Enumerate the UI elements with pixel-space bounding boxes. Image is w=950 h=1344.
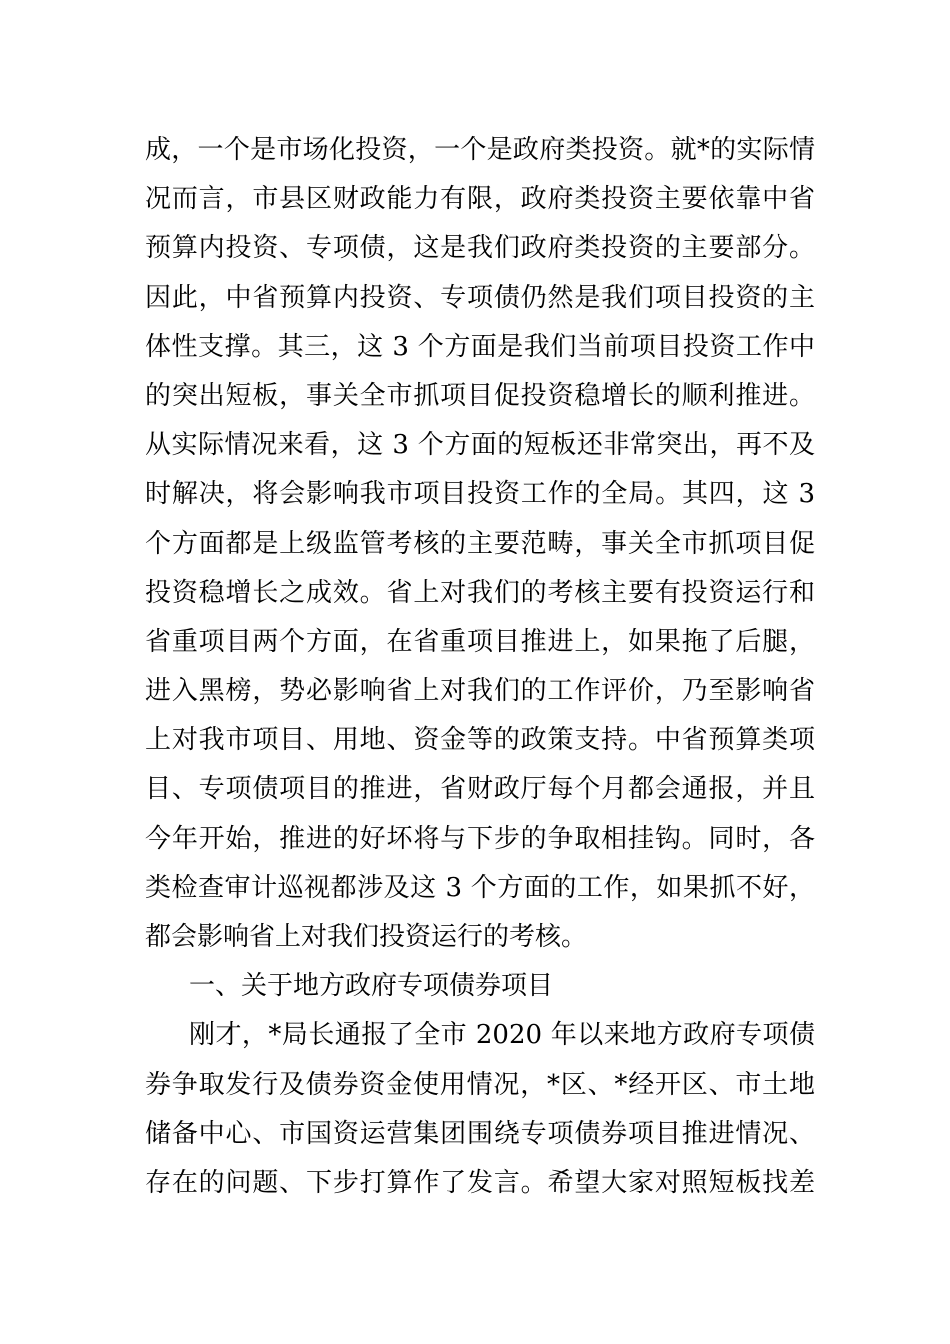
text-line: 况而言，市县区财政能力有限，政府类投资主要依靠中省	[145, 184, 815, 215]
section-heading: 一、关于地方政府专项债券项目	[189, 971, 554, 1002]
body-text	[145, 126, 815, 1208]
text-line: 目、专项债项目的推进，省财政厅每个月都会通报，并且	[145, 774, 815, 805]
text-line: 进入黑榜，势必影响省上对我们的工作评价，乃至影响省	[145, 676, 815, 707]
text-line: 的突出短板，事关全市抓项目促投资稳增长的顺利推进。	[145, 380, 815, 411]
text-line: 类检查审计巡视都涉及这 3 个方面的工作，如果抓不好，	[145, 872, 815, 903]
text-line: 从实际情况来看，这 3 个方面的短板还非常突出，再不及	[145, 430, 815, 461]
text-line: 刚才，*局长通报了全市 2020 年以来地方政府专项债	[189, 1020, 815, 1051]
text-line: 投资稳增长之成效。省上对我们的考核主要有投资运行和	[145, 577, 815, 608]
text-line: 今年开始，推进的好坏将与下步的争取相挂钩。同时，各	[145, 823, 815, 854]
text-line: 省重项目两个方面，在省重项目推进上，如果拖了后腿，	[145, 626, 815, 657]
text-line: 储备中心、市国资运营集团围绕专项债券项目推进情况、	[145, 1118, 815, 1149]
text-line: 都会影响省上对我们投资运行的考核。	[145, 922, 588, 952]
text-line: 个方面都是上级监管考核的主要范畴，事关全市抓项目促	[145, 528, 815, 559]
text-line: 因此，中省预算内投资、专项债仍然是我们项目投资的主	[145, 282, 815, 313]
text-line: 体性支撑。其三，这 3 个方面是我们当前项目投资工作中	[145, 331, 815, 362]
text-line: 成，一个是市场化投资，一个是政府类投资。就*的实际情	[145, 135, 815, 165]
text-line: 上对我市项目、用地、资金等的政策支持。中省预算类项	[145, 725, 815, 756]
text-line: 存在的问题、下步打算作了发言。希望大家对照短板找差	[145, 1167, 815, 1198]
text-line: 预算内投资、专项债，这是我们政府类投资的主要部分。	[145, 233, 815, 264]
text-line: 券争取发行及债券资金使用情况，*区、*经开区、市土地	[145, 1069, 815, 1100]
text-line: 时解决，将会影响我市项目投资工作的全局。其四，这 3	[145, 479, 815, 510]
